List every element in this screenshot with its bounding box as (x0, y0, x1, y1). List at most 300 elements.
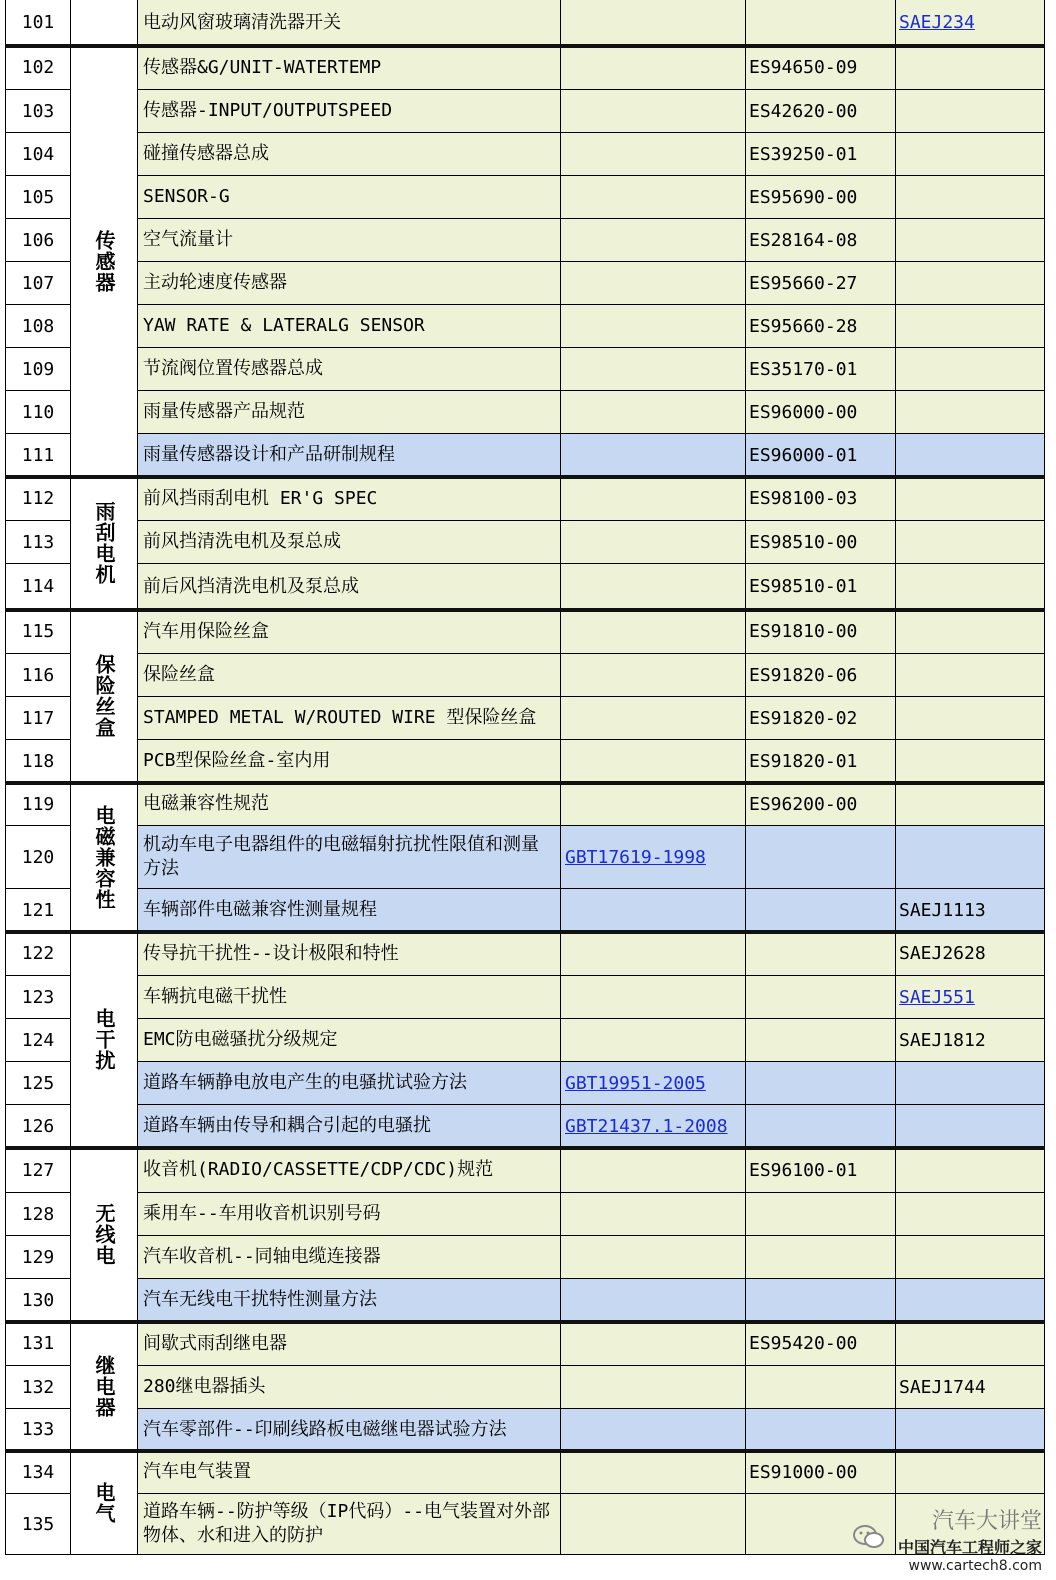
item-name-text: 汽车无线电干扰特性测量方法 (143, 1289, 377, 1310)
es-standard (746, 521, 896, 564)
standard-link[interactable]: SAEJ551 (899, 986, 975, 1008)
sae-standard (896, 176, 1045, 219)
row-number-text: 112 (21, 488, 55, 509)
item-name-text: 节流阀位置传感器总成 (143, 358, 323, 379)
row-number (5, 521, 71, 564)
item-name-text: 传感器-INPUT/OUTPUTSPEED (143, 100, 393, 121)
sae-standard (896, 610, 1045, 654)
gbt-standard[interactable] (561, 1062, 746, 1105)
es-standard (746, 610, 896, 654)
item-name-text: 雨量传感器设计和产品研制规程 (143, 444, 395, 465)
sae-standard (896, 1366, 1045, 1409)
item-name (138, 434, 561, 477)
row-number (5, 1322, 71, 1366)
gbt-standard (561, 348, 746, 391)
es-standard (746, 1062, 896, 1105)
gbt-standard (561, 1366, 746, 1409)
table-row (5, 1193, 1045, 1236)
item-name (138, 654, 561, 697)
sae-standard (896, 1409, 1045, 1451)
row-number-text: 117 (21, 707, 55, 729)
item-name (138, 889, 561, 932)
table-row (5, 477, 1045, 521)
row-number-text: 108 (21, 315, 55, 337)
gbt-standard (561, 697, 746, 740)
es-standard (746, 305, 896, 348)
sae-standard (896, 391, 1045, 434)
row-number (5, 1451, 71, 1494)
row-number-text: 128 (21, 1203, 55, 1225)
watermark (898, 1504, 1042, 1574)
gbt-standard (561, 434, 746, 477)
row-number (5, 305, 71, 348)
row-number (5, 0, 71, 46)
row-number-text: 103 (21, 100, 55, 122)
row-number (5, 1409, 71, 1451)
gbt-standard[interactable] (561, 826, 746, 889)
sae-standard (896, 305, 1045, 348)
row-number-text: 102 (21, 57, 55, 78)
row-number (5, 1236, 71, 1279)
table-row (5, 219, 1045, 262)
row-number (5, 889, 71, 932)
gbt-standard (561, 176, 746, 219)
table-row (5, 1062, 1045, 1105)
es-standard (746, 477, 896, 521)
gbt-standard (561, 1494, 746, 1555)
row-number-text: 101 (21, 12, 55, 33)
row-number-text: 127 (21, 1159, 55, 1181)
table-row (5, 1451, 1045, 1494)
es-standard (746, 1019, 896, 1062)
watermark-title: 汽车大讲堂 (931, 1509, 1042, 1534)
standard-link[interactable]: GBT19951-2005 (565, 1072, 706, 1094)
item-name (138, 932, 561, 976)
table-row (5, 0, 1045, 46)
table-row (5, 564, 1045, 610)
item-name (138, 305, 561, 348)
category-label: 保险丝盒 (92, 654, 116, 738)
es-standard (746, 391, 896, 434)
item-name (138, 1322, 561, 1366)
row-number (5, 477, 71, 521)
es-standard (746, 1105, 896, 1148)
es-standard (746, 1409, 896, 1451)
item-name-text: 传感器&G/UNIT-WATERTEMP (143, 56, 382, 78)
sae-standard-text: SAEJ1812 (899, 1029, 986, 1051)
category-cell (71, 932, 138, 1148)
row-number (5, 697, 71, 740)
es-standard (746, 1148, 896, 1193)
es-standard-text: ES98510-01 (749, 576, 858, 597)
item-name-text: 前后风挡清洗电机及泵总成 (143, 575, 359, 597)
es-standard-text: ES96000-00 (749, 401, 858, 423)
category-label: 传感器 (92, 229, 116, 293)
item-name (138, 46, 561, 90)
standard-link[interactable]: SAEJ234 (899, 12, 975, 33)
item-name (138, 0, 561, 46)
item-name-text: 道路车辆--防护等级（IP代码）--电气装置对外部物体、水和进入的防护 (143, 1501, 551, 1546)
row-number (5, 1148, 71, 1193)
table-row (5, 1279, 1045, 1322)
es-standard-text: ES95660-27 (749, 272, 858, 294)
es-standard (746, 932, 896, 976)
item-name-text: 乘用车--车用收音机识别号码 (143, 1203, 381, 1224)
es-standard (746, 654, 896, 697)
es-standard (746, 1193, 896, 1236)
row-number (5, 90, 71, 133)
item-name-text: 保险丝盒 (143, 664, 215, 685)
sae-standard (896, 521, 1045, 564)
row-number (5, 262, 71, 305)
es-standard (746, 1451, 896, 1494)
row-number (5, 1366, 71, 1409)
item-name (138, 176, 561, 219)
row-number-text: 122 (21, 943, 55, 964)
standard-link[interactable]: GBT21437.1-2008 (565, 1115, 728, 1137)
row-number (5, 1062, 71, 1105)
es-standard-text: ES42620-00 (749, 100, 858, 122)
item-name-text: 车辆部件电磁兼容性测量规程 (143, 899, 377, 920)
sae-standard (896, 1019, 1045, 1062)
category-cell (71, 610, 138, 783)
item-name (138, 521, 561, 564)
category-cell (71, 1451, 138, 1555)
item-name-text: SENSOR-G (143, 186, 230, 207)
row-number-text: 115 (21, 621, 55, 642)
gbt-standard (561, 1409, 746, 1451)
table-row (5, 434, 1045, 477)
row-number-text: 113 (21, 531, 55, 553)
es-standard-text: ES94650-09 (749, 57, 858, 78)
category-label: 电气 (92, 1481, 116, 1524)
row-number (5, 1279, 71, 1322)
table-row (5, 654, 1045, 697)
wechat-icon (852, 1524, 886, 1550)
row-number (5, 391, 71, 434)
item-name-text: 前风挡清洗电机及泵总成 (143, 531, 341, 552)
item-name-text: 汽车用保险丝盒 (143, 620, 269, 642)
table-row (5, 1366, 1045, 1409)
row-number (5, 348, 71, 391)
row-number (5, 976, 71, 1019)
sae-standard (896, 434, 1045, 477)
item-name (138, 826, 561, 889)
sae-standard (896, 654, 1045, 697)
group-divider (5, 475, 1045, 479)
table-row (5, 783, 1045, 826)
item-name-text: 主动轮速度传感器 (143, 272, 287, 293)
item-name (138, 133, 561, 176)
row-number-text: 135 (21, 1513, 55, 1535)
group-divider (5, 781, 1045, 785)
sae-standard (896, 1322, 1045, 1366)
row-number-text: 106 (21, 229, 55, 251)
table-row (5, 1322, 1045, 1366)
gbt-standard (561, 1236, 746, 1279)
gbt-standard (561, 783, 746, 826)
sae-standard (896, 826, 1045, 889)
gbt-standard (561, 1148, 746, 1193)
row-number-text: 119 (21, 793, 55, 815)
item-name (138, 1409, 561, 1451)
row-number (5, 654, 71, 697)
sae-standard (896, 90, 1045, 133)
row-number (5, 1494, 71, 1555)
sae-standard (896, 564, 1045, 610)
row-number (5, 826, 71, 889)
item-name-text: YAW RATE & LATERALG SENSOR (143, 315, 425, 336)
row-number-text: 107 (21, 272, 55, 294)
table-row (5, 610, 1045, 654)
category-label: 电磁兼容性 (92, 804, 116, 910)
table-row (5, 305, 1045, 348)
item-name (138, 564, 561, 610)
es-standard-text: ES96100-01 (749, 1159, 858, 1181)
es-standard (746, 133, 896, 176)
sae-standard (896, 46, 1045, 90)
sae-standard-text: SAEJ2628 (899, 943, 986, 964)
table-row (5, 176, 1045, 219)
sae-standard (896, 889, 1045, 932)
row-number-text: 105 (21, 186, 55, 208)
gbt-standard (561, 740, 746, 783)
table-row (5, 1105, 1045, 1148)
group-divider (5, 608, 1045, 612)
sae-standard[interactable] (896, 976, 1045, 1019)
sae-standard-text: SAEJ1744 (899, 1376, 986, 1398)
es-standard (746, 1279, 896, 1322)
category-cell (71, 783, 138, 932)
sae-standard (896, 1236, 1045, 1279)
item-name (138, 1062, 561, 1105)
es-standard (746, 46, 896, 90)
category-label: 无线电 (92, 1203, 116, 1266)
item-name-text: 道路车辆静电放电产生的电骚扰试验方法 (143, 1072, 467, 1093)
table-row (5, 90, 1045, 133)
es-standard (746, 740, 896, 783)
group-divider (5, 1449, 1045, 1453)
es-standard-text: ES98100-03 (749, 488, 858, 509)
item-name (138, 219, 561, 262)
sae-standard (896, 783, 1045, 826)
table-row (5, 262, 1045, 305)
row-number-text: 109 (21, 358, 55, 380)
es-standard (746, 1322, 896, 1366)
gbt-standard (561, 133, 746, 176)
row-number-text: 133 (21, 1419, 55, 1440)
item-name (138, 740, 561, 783)
table-row (5, 521, 1045, 564)
watermark-url: www.cartech8.com (908, 1558, 1042, 1574)
row-number-text: 121 (21, 899, 55, 921)
gbt-standard (561, 1322, 746, 1366)
item-name (138, 1366, 561, 1409)
gbt-standard (561, 1451, 746, 1494)
es-standard (746, 976, 896, 1019)
table-row (5, 391, 1045, 434)
table-row (5, 740, 1045, 783)
sae-standard (896, 477, 1045, 521)
group-divider (5, 1320, 1045, 1324)
item-name (138, 477, 561, 521)
sae-standard (896, 1193, 1045, 1236)
row-number-text: 123 (21, 986, 55, 1008)
gbt-standard (561, 610, 746, 654)
sae-standard (896, 1062, 1045, 1105)
row-number-text: 116 (21, 664, 55, 686)
sae-standard (896, 697, 1045, 740)
item-name-text: STAMPED METAL W/ROUTED WIRE 型保险丝盒 (143, 707, 537, 728)
row-number (5, 1105, 71, 1148)
group-divider (5, 930, 1045, 934)
item-name-text: 雨量传感器产品规范 (143, 401, 305, 422)
item-name-text: 车辆抗电磁干扰性 (143, 986, 287, 1007)
sae-standard (896, 932, 1045, 976)
table-row (5, 1236, 1045, 1279)
es-standard (746, 176, 896, 219)
table-row (5, 976, 1045, 1019)
gbt-standard (561, 262, 746, 305)
row-number-text: 134 (21, 1461, 55, 1483)
es-standard-text: ES96200-00 (749, 793, 858, 815)
gbt-standard (561, 1193, 746, 1236)
es-standard (746, 90, 896, 133)
row-number-text: 132 (21, 1376, 55, 1398)
group-divider (5, 1146, 1045, 1150)
item-name-text: 机动车电子电器组件的电磁辐射抗扰性限值和测量方法 (143, 834, 539, 879)
gbt-standard (561, 90, 746, 133)
es-standard-text: ES91820-01 (749, 750, 858, 772)
category-label: 继电器 (92, 1354, 116, 1418)
standard-link[interactable]: GBT17619-1998 (565, 846, 706, 868)
item-name (138, 1279, 561, 1322)
sae-standard (896, 1148, 1045, 1193)
sae-standard (896, 1279, 1045, 1322)
es-standard-text: ES28164-08 (749, 229, 858, 251)
gbt-standard (561, 564, 746, 610)
table-row (5, 697, 1045, 740)
item-name (138, 976, 561, 1019)
row-number-text: 126 (21, 1115, 55, 1137)
es-standard (746, 1366, 896, 1409)
item-name-text: 前风挡雨刮电机 ER'G SPEC (143, 487, 378, 509)
gbt-standard (561, 305, 746, 348)
es-standard-text: ES95420-00 (749, 1333, 858, 1354)
row-number (5, 133, 71, 176)
item-name-text: 道路车辆由传导和耦合引起的电骚扰 (143, 1115, 431, 1136)
row-number-text: 130 (21, 1289, 55, 1311)
gbt-standard (561, 1019, 746, 1062)
es-standard (746, 826, 896, 889)
row-number (5, 219, 71, 262)
row-number-text: 104 (21, 143, 55, 165)
row-number (5, 564, 71, 610)
es-standard (746, 348, 896, 391)
es-standard-text: ES91810-00 (749, 621, 858, 642)
sae-standard (896, 348, 1045, 391)
es-standard-text: ES96000-01 (749, 444, 858, 466)
item-name (138, 1451, 561, 1494)
row-number (5, 434, 71, 477)
item-name-text: 收音机(RADIO/CASSETTE/CDP/CDC)规范 (143, 1159, 494, 1180)
item-name-text: 电磁兼容性规范 (143, 793, 269, 814)
es-standard (746, 564, 896, 610)
item-name (138, 1236, 561, 1279)
item-name-text: EMC防电磁骚扰分级规定 (143, 1029, 338, 1050)
es-standard (746, 697, 896, 740)
item-name-text: PCB型保险丝盒-室内用 (143, 750, 331, 771)
row-number (5, 1193, 71, 1236)
gbt-standard[interactable] (561, 1105, 746, 1148)
item-name (138, 1019, 561, 1062)
es-standard-text: ES39250-01 (749, 143, 858, 165)
item-name (138, 1193, 561, 1236)
sae-standard[interactable] (896, 0, 1045, 46)
sae-standard (896, 133, 1045, 176)
es-standard (746, 262, 896, 305)
item-name-text: 碰撞传感器总成 (143, 143, 269, 164)
row-number (5, 1019, 71, 1062)
row-number-text: 125 (21, 1072, 55, 1094)
es-standard-text: ES98510-00 (749, 531, 858, 553)
row-number (5, 740, 71, 783)
sae-standard (896, 1105, 1045, 1148)
item-name (138, 610, 561, 654)
row-number (5, 783, 71, 826)
row-number (5, 932, 71, 976)
gbt-standard (561, 477, 746, 521)
row-number-text: 120 (21, 846, 55, 868)
table-row (5, 1019, 1045, 1062)
row-number-text: 111 (21, 444, 55, 466)
gbt-standard (561, 521, 746, 564)
es-standard-text: ES91820-02 (749, 707, 858, 729)
table-row (5, 1494, 1045, 1555)
sae-standard-text: SAEJ1113 (899, 899, 986, 921)
row-number-text: 118 (21, 750, 55, 772)
row-number (5, 46, 71, 90)
es-standard (746, 219, 896, 262)
gbt-standard (561, 0, 746, 46)
item-name (138, 783, 561, 826)
item-name-text: 汽车电气装置 (143, 1461, 251, 1482)
category-cell (71, 1148, 138, 1322)
item-name (138, 391, 561, 434)
sae-standard (896, 219, 1045, 262)
table-row (5, 1409, 1045, 1451)
group-divider (5, 44, 1045, 48)
item-name (138, 1494, 561, 1555)
es-standard (746, 1236, 896, 1279)
es-standard (746, 434, 896, 477)
row-number-text: 110 (21, 401, 55, 423)
table-row (5, 46, 1045, 90)
es-standard (746, 783, 896, 826)
es-standard-text: ES91000-00 (749, 1461, 858, 1483)
category-cell (71, 1322, 138, 1451)
es-standard (746, 889, 896, 932)
es-standard (746, 0, 896, 46)
gbt-standard (561, 889, 746, 932)
gbt-standard (561, 46, 746, 90)
table-row (5, 133, 1045, 176)
row-number (5, 610, 71, 654)
table-row (5, 826, 1045, 889)
gbt-standard (561, 654, 746, 697)
table-row (5, 889, 1045, 932)
item-name (138, 90, 561, 133)
